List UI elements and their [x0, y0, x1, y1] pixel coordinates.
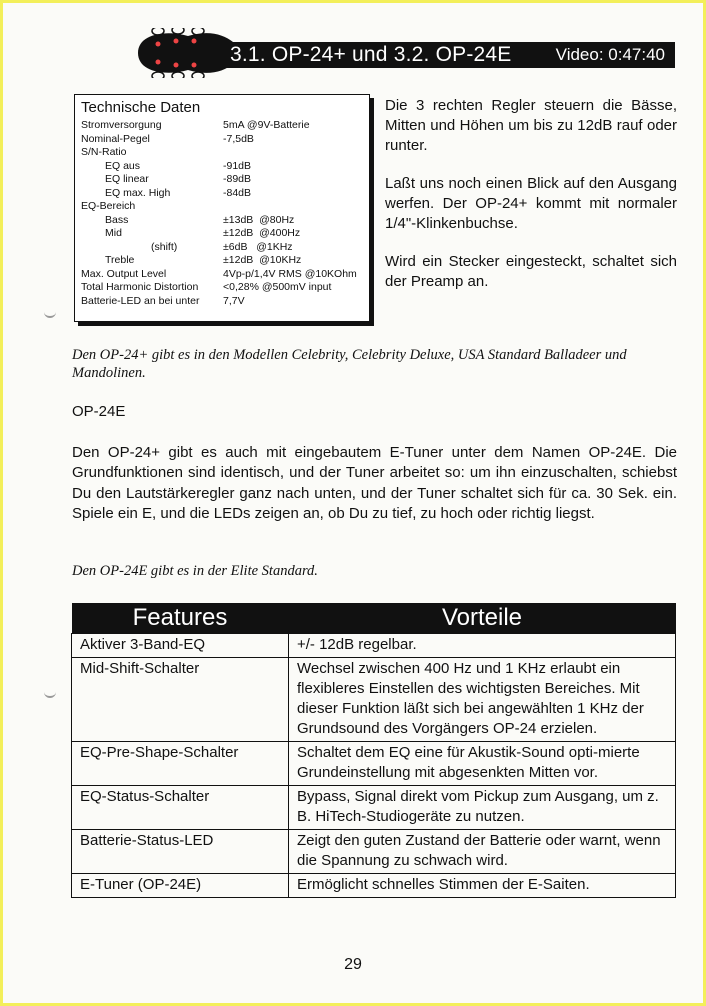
- spec-value: ±12dB @400Hz: [223, 227, 301, 239]
- table-row: [72, 830, 676, 874]
- spec-label: Stromversorgung: [81, 119, 162, 131]
- spec-label: Total Harmonic Distortion: [81, 281, 199, 293]
- feature-cell: Aktiver 3-Band-EQ: [72, 634, 289, 658]
- spec-value: 4Vp-p/1,4V RMS @10KOhm: [223, 267, 357, 280]
- features-table: [71, 603, 676, 898]
- benefits-header: Vorteile: [289, 603, 676, 634]
- spec-label: Max. Output Level: [81, 267, 167, 280]
- spec-label: (shift): [151, 240, 178, 253]
- spec-value: -91dB: [223, 159, 252, 172]
- benefit-cell: Schaltet dem EQ eine für Akustik-Sound opti-mierte Grundeinstellung mit abgesenkten Mitten vor.: [289, 742, 676, 786]
- chapter-header: [120, 28, 680, 78]
- models-note: Den OP-24+ gibt es in den Modellen Celebrity, Celebrity Deluxe, USA Standard Balladeer und Mandolinen.: [72, 347, 627, 381]
- spec-title: Technische Daten: [81, 99, 201, 116]
- technical-data-box: [74, 94, 370, 322]
- spec-row: [81, 214, 363, 228]
- spec-value: -89dB: [223, 173, 252, 185]
- benefit-cell: Zeigt den guten Zustand der Batterie oder warnt, wenn die Spannung zu schwach wird.: [289, 830, 676, 874]
- feature-cell: EQ-Status-Schalter: [72, 786, 289, 830]
- table-row: [72, 658, 676, 742]
- spec-value: ±6dB @1KHz: [223, 240, 293, 253]
- spec-value: ±12dB @10KHz: [223, 254, 302, 266]
- spec-row: [81, 295, 363, 309]
- spec-value: -84dB: [223, 186, 252, 199]
- table-row: [72, 786, 676, 830]
- spec-row: [81, 281, 363, 295]
- feature-cell: Batterie-Status-LED: [72, 830, 289, 874]
- paragraph-regler: Die 3 rechten Regler steuern die Bässe, Mitten und Höhen um bis zu 12dB rauf oder runter.: [385, 97, 677, 154]
- right-column-text: [385, 96, 677, 310]
- spec-value: ±13dB @80Hz: [223, 213, 295, 226]
- spec-value: 5mA @9V-Batterie: [223, 119, 310, 131]
- spec-label: Bass: [105, 213, 129, 226]
- benefit-cell: +/- 12dB regelbar.: [289, 634, 676, 658]
- feature-cell: E-Tuner (OP-24E): [72, 874, 289, 898]
- features-header: Features: [72, 603, 289, 634]
- feature-cell: Mid-Shift-Schalter: [72, 658, 289, 742]
- chapter-title-bar: [220, 42, 675, 68]
- spec-row: [81, 133, 363, 147]
- table-row: [72, 874, 676, 898]
- spec-value: -7,5dB: [223, 132, 254, 145]
- spec-row: [81, 146, 363, 160]
- spec-label: S/N-Ratio: [81, 146, 127, 158]
- benefit-cell: Wechsel zwischen 400 Hz und 1 KHz erlaubt ein flexibleres Einstellen des wichtigsten Bereiches. Mit dieser Funktion läßt sich bei angewählten 1 KHz der Grundsound des Vorgängers OP-24 erzielen.: [289, 658, 676, 742]
- feature-cell: EQ-Pre-Shape-Schalter: [72, 742, 289, 786]
- benefit-cell: Bypass, Signal direkt vom Pickup zum Ausgang, um z. B. HiTech-Studiogeräte zu nutzen.: [289, 786, 676, 830]
- spec-row: [81, 160, 363, 174]
- spec-label: EQ aus: [105, 159, 141, 172]
- paragraph-stecker: Wird ein Stecker eingesteckt, schaltet sich der Preamp an.: [385, 253, 677, 290]
- elite-note: Den OP-24E gibt es in der Elite Standard.: [72, 563, 318, 579]
- spec-label: Nominal-Pegel: [81, 132, 150, 145]
- spec-rows: [81, 119, 363, 308]
- spec-label: EQ max. High: [105, 186, 171, 199]
- spec-row: [81, 187, 363, 201]
- spec-row: [81, 241, 363, 255]
- op24e-paragraph: Den OP-24+ gibt es auch mit eingebautem E-Tuner unter dem Namen OP-24E. Die Grundfunktionen sind identisch, und der Tuner arbeitet so: um ihn einzuschalten, schiebst Du den Lautstärkeregler ganz nach unten, und der Tuner schaltet sich für ca. 30 Sek. ein. Spiele ein E, und die LEDs zeigen an, ob Du zu tief, zu hoch oder richtig liegst.: [72, 444, 677, 522]
- table-row: [72, 742, 676, 786]
- paragraph-ausgang: Laßt uns noch einen Blick auf den Ausgang werfen. Der OP-24+ kommt mit normaler 1/4"-Klinkenbuchse.: [385, 175, 677, 232]
- video-timestamp: Video: 0:47:40: [555, 45, 665, 64]
- spec-value: <0,28% @500mV input: [223, 281, 332, 293]
- spec-row: [81, 173, 363, 187]
- spec-row: [81, 268, 363, 282]
- spec-value: 7,7V: [223, 294, 245, 307]
- spec-label: EQ linear: [105, 173, 149, 185]
- op24e-heading: OP-24E: [72, 403, 126, 420]
- page-number: 29: [344, 956, 362, 973]
- spec-row: [81, 119, 363, 133]
- table-row: [72, 634, 676, 658]
- spec-label: Mid: [105, 227, 122, 239]
- spec-row: [81, 227, 363, 241]
- chapter-title: 3.1. OP-24+ und 3.2. OP-24E: [230, 43, 512, 66]
- spec-label: EQ-Bereich: [81, 200, 136, 212]
- spec-label: Batterie-LED an bei unter: [81, 294, 200, 307]
- spec-label: Treble: [105, 254, 135, 266]
- benefit-cell: Ermöglicht schnelles Stimmen der E-Saiten.: [289, 874, 676, 898]
- spec-row: [81, 254, 363, 268]
- spec-row: [81, 200, 363, 214]
